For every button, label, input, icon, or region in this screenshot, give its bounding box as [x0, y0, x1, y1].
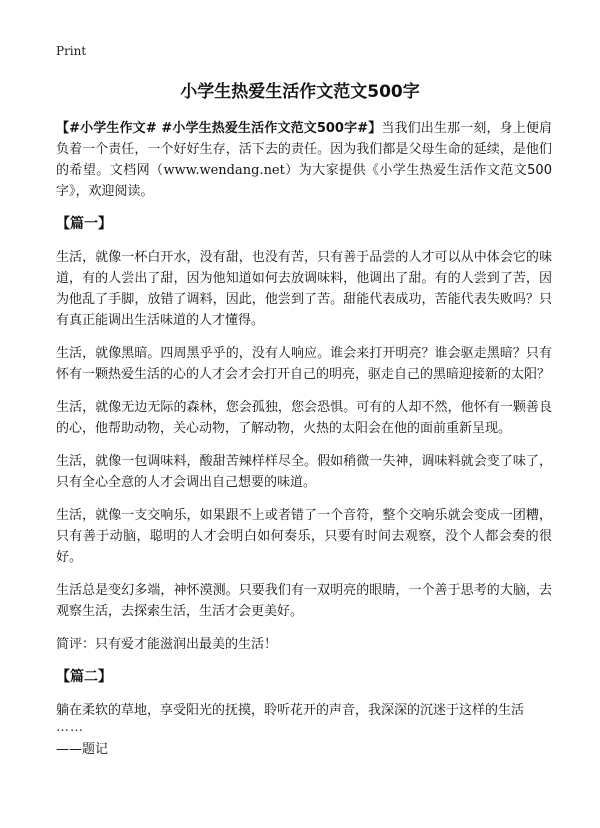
article-body — [56, 118, 552, 772]
intro-text-before-site: 当我们出生那一刻，身上便肩负着一个责任，一个好好生存，活下去的责任。因为我们都是父母生命的延续，是他们的希望。文档网（ — [56, 121, 552, 178]
print-label[interactable]: Print — [56, 44, 87, 58]
section1-paragraph: 生活，就像黑暗。四周黑乎乎的，没有人响应。谁会来打开明亮？谁会驱走黑暗？只有怀有一颗热爱生活的心的人才会才会打开自己的明亮，驱走自己的黑暗迎接新的太阳？ — [56, 346, 552, 382]
intro-tags: 【#小学生作文# #小学生热爱生活作文范文500字#】 — [56, 121, 382, 136]
section-heading-2: 【篇二】 — [56, 669, 112, 685]
section-heading-1: 【篇一】 — [56, 216, 112, 232]
section2-paragraph: 躺在柔软的草地，享受阳光的抚摸，聆听花开的声音，我深深的沉迷于这样的生活 — [56, 703, 525, 718]
section1-paragraph: 生活，就像无边无际的森林，您会孤独，您会恐惧。可有的人却不然，他怀有一颗善良的心，他帮助动物，关心动物，了解动物，火热的太阳会在他的面前重新呈现。 — [56, 400, 552, 436]
section1-paragraph: 生活总是变幻多端，神怀漠测。只要我们有一双明亮的眼睛，一个善于思考的大脑，去观察生活，去探索生活，生活才会更美好。 — [56, 583, 552, 619]
ellipsis: …… — [56, 720, 84, 735]
section1-paragraph: 生活，就像一包调味料，酸甜苦辣样样尽全。假如稍微一失神，调味料就会变了味了，只有全心全意的人才会调出自己想要的味道。 — [56, 454, 552, 490]
epigraph-signature: ——题记 — [56, 742, 109, 757]
section1-paragraph: 生活，就像一支交响乐，如果跟不上或者错了一个音符，整个交响乐就会变成一团糟，只有善于动脑，聪明的人才会明白如何奏乐，只要有时间去观察，没个人都会奏的很好。 — [56, 508, 552, 565]
site-link[interactable]: www.wendang.net — [163, 163, 285, 178]
intro-paragraph — [56, 118, 552, 202]
intro-text-after-site: ）为大家提供《小学生热爱生活作文范文500字》，欢迎阅读。 — [56, 163, 552, 199]
page-title: 小学生热爱生活作文范文500字 — [180, 82, 420, 102]
section1-paragraph: 生活，就像一杯白开水，没有甜，也没有苦，只有善于品尝的人才可以从中体会它的味道，有的人尝出了甜，因为他知道如何去放调味料，他调出了甜。有的人尝到了苦，因为他乱了手脚，放错了调料，因此，他尝到了苦。甜能代表成功，苦能代表失败吗？只有真正能调出生活味道的人才懂得。 — [56, 250, 552, 328]
review-paragraph: 简评：只有爱才能滋润出最美的生活！ — [56, 637, 278, 652]
